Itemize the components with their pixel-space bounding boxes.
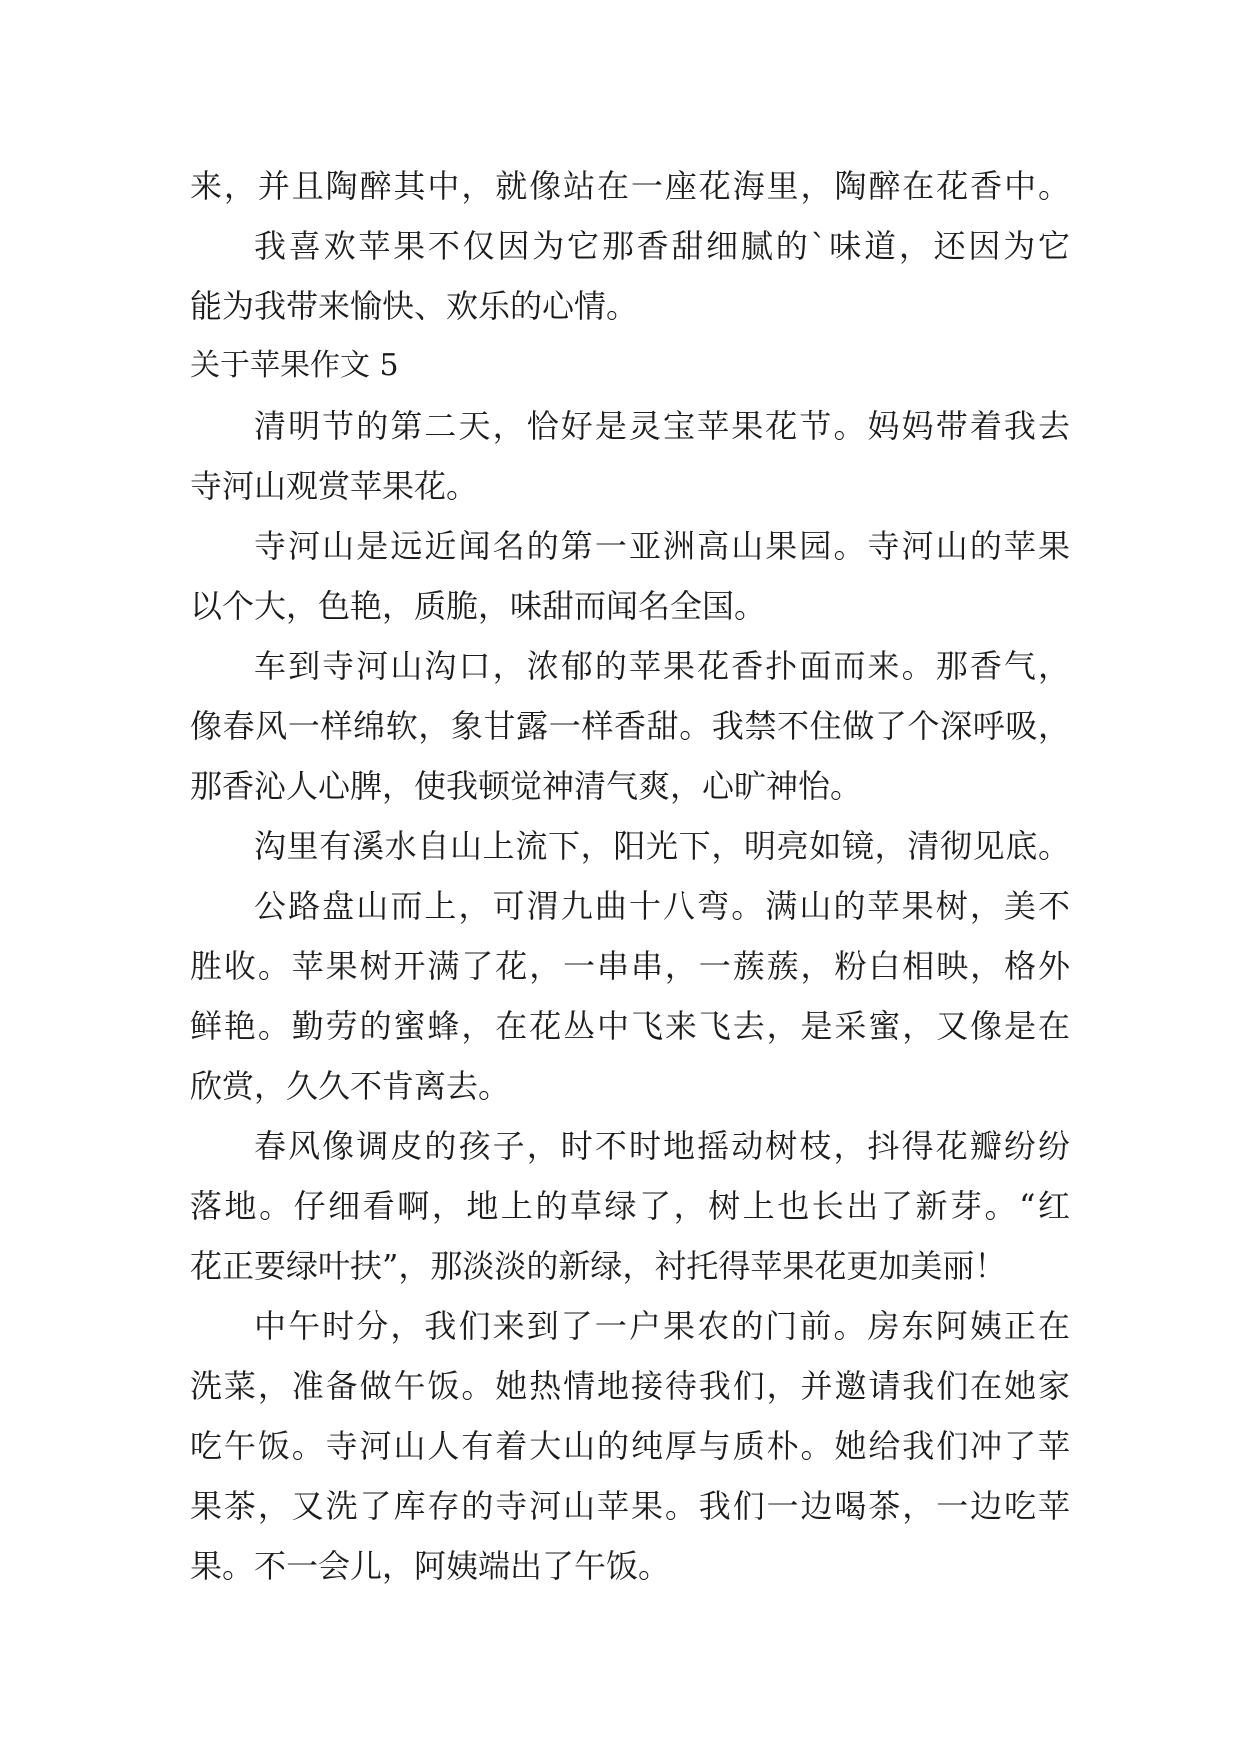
paragraph-line: 果茶，又洗了库存的寺河山苹果。我们一边喝茶，一边吃苹	[190, 1487, 1070, 1525]
paragraph-line: 春风像调皮的孩子，时不时地摇动树枝，抖得花瓣纷纷	[254, 1127, 1070, 1165]
paragraph-line: 像春风一样绵软，象甘露一样香甜。我禁不住做了个深呼吸，	[190, 707, 1070, 745]
paragraph-line: 洗菜，准备做午饭。她热情地接待我们，并邀请我们在她家	[190, 1367, 1070, 1405]
paragraph-line: 吃午饭。寺河山人有着大山的纯厚与质朴。她给我们冲了苹	[190, 1427, 1070, 1465]
document-body	[190, 156, 1070, 1596]
paragraph-line: 花正要绿叶扶”，那淡淡的新绿，衬托得苹果花更加美丽！	[190, 1247, 1007, 1285]
paragraph-line: 欣赏，久久不肯离去。	[190, 1067, 511, 1105]
paragraph-line: 鲜艳。勤劳的蜜蜂，在花丛中飞来飞去，是采蜜，又像是在	[190, 1007, 1070, 1045]
paragraph-line: 那香沁人心脾，使我顿觉神清气爽，心旷神怡。	[190, 767, 863, 805]
paragraph-line: 胜收。苹果树开满了花，一串串，一蔟蔟，粉白相映，格外	[190, 947, 1070, 985]
paragraph-line: 中午时分，我们来到了一户果农的门前。房东阿姨正在	[254, 1307, 1070, 1345]
paragraph-line: 能为我带来愉快、欢乐的心情。	[190, 287, 639, 325]
paragraph-line: 寺河山观赏苹果花。	[190, 467, 479, 505]
paragraph-line: 以个大，色艳，质脆，味甜而闻名全国。	[190, 587, 767, 625]
paragraph-line: 落地。仔细看啊，地上的草绿了，树上也长出了新芽。“红	[190, 1187, 1070, 1225]
paragraph-line: 车到寺河山沟口，浓郁的苹果花香扑面而来。那香气，	[254, 647, 1070, 685]
paragraph-line: 清明节的第二天，恰好是灵宝苹果花节。妈妈带着我去	[254, 407, 1070, 445]
paragraph-line: 公路盘山而上，可渭九曲十八弯。满山的苹果树，美不	[254, 887, 1070, 925]
section-heading: 关于苹果作文 5	[190, 348, 399, 383]
paragraph-line: 我喜欢苹果不仅因为它那香甜细腻的`味道，还因为它	[254, 227, 1070, 265]
paragraph-line: 来，并且陶醉其中，就像站在一座花海里，陶醉在花香中。	[190, 167, 1070, 205]
paragraph-line: 果。不一会儿，阿姨端出了午饭。	[190, 1547, 671, 1585]
paragraph-line: 沟里有溪水自山上流下，阳光下，明亮如镜，清彻见底。	[254, 827, 1070, 865]
paragraph-line: 寺河山是远近闻名的第一亚洲高山果园。寺河山的苹果	[254, 527, 1070, 565]
